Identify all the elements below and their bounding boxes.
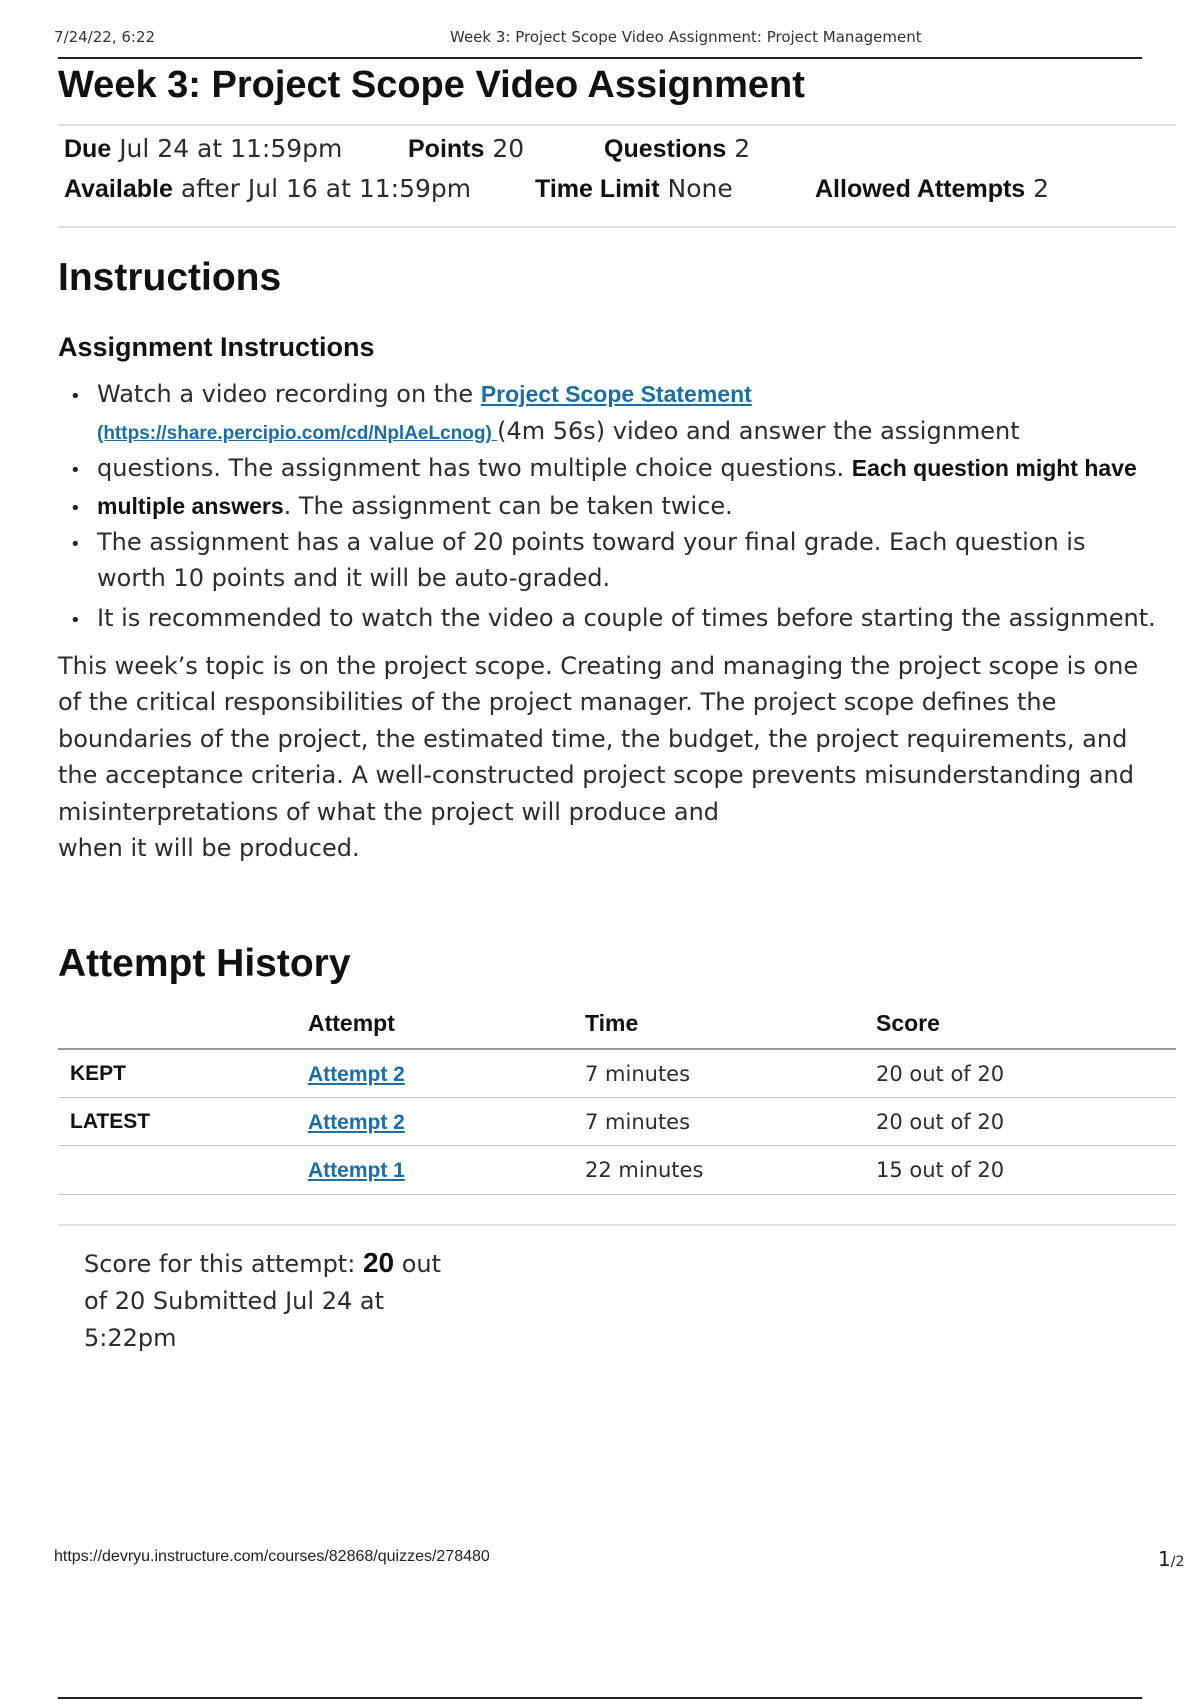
column-header-score: Score bbox=[876, 1010, 940, 1036]
row-label: KEPT bbox=[70, 1062, 127, 1085]
column-header-attempt: Attempt bbox=[308, 1010, 395, 1036]
attempt-time: 7 minutes bbox=[585, 1110, 691, 1134]
due-label: Due bbox=[64, 135, 112, 163]
title-divider bbox=[58, 124, 1176, 126]
time-limit-info bbox=[535, 174, 733, 204]
due-value: Jul 24 at 11:59pm bbox=[119, 134, 343, 163]
instruction-text: questions. The assignment has two multiple choice questions. bbox=[97, 454, 852, 482]
questions-info bbox=[604, 134, 750, 164]
points-label: Points bbox=[408, 135, 485, 163]
score-line-1 bbox=[84, 1244, 441, 1283]
attempt-link[interactable]: Attempt 2 bbox=[308, 1111, 405, 1134]
instruction-emphasis: multiple answers bbox=[97, 493, 284, 519]
paragraph-line: boundaries of the project, the estimated time, the budget, the project requirements, and bbox=[58, 725, 1128, 753]
available-label: Available bbox=[64, 175, 173, 203]
paragraph-line: This week’s topic is on the project scope. Creating and managing the project scope is one bbox=[58, 652, 1139, 680]
attempt-time: 7 minutes bbox=[585, 1062, 691, 1086]
bullet-marker: • bbox=[70, 610, 81, 631]
time-limit-value: None bbox=[667, 174, 733, 203]
instruction-line-5: The assignment has a value of 20 points toward your final grade. Each question is bbox=[97, 528, 1086, 556]
info-divider bbox=[58, 226, 1176, 228]
instruction-emphasis: Each question might have bbox=[851, 455, 1137, 481]
score-divider bbox=[58, 1224, 1176, 1226]
bullet-marker: • bbox=[70, 498, 81, 519]
instruction-line-2 bbox=[97, 417, 1020, 445]
available-value: after Jul 16 at 11:59pm bbox=[180, 174, 472, 203]
paragraph-line: the acceptance criteria. A well-constructed project scope prevents misunderstanding and bbox=[58, 761, 1134, 789]
questions-value: 2 bbox=[734, 134, 751, 163]
print-doc-title: Week 3: Project Scope Video Assignment: Project Management bbox=[450, 28, 922, 46]
questions-label: Questions bbox=[604, 135, 727, 163]
bullet-marker: • bbox=[70, 386, 81, 407]
points-info bbox=[408, 134, 524, 164]
footer-url: https://devryu.instructure.com/courses/82868/quizzes/278480 bbox=[54, 1548, 490, 1565]
paragraph-line: misinterpretations of what the project will produce and bbox=[58, 798, 720, 826]
due-info bbox=[64, 134, 342, 164]
score-prefix: Score for this attempt: bbox=[84, 1250, 363, 1278]
page-current: 1 bbox=[1158, 1547, 1171, 1571]
instruction-text: . The assignment can be taken twice. bbox=[283, 492, 733, 520]
paragraph-line: when it will be produced. bbox=[58, 834, 360, 862]
instruction-line-1 bbox=[97, 380, 752, 408]
attempt-time: 22 minutes bbox=[585, 1158, 704, 1182]
table-row-latest bbox=[58, 1097, 1176, 1146]
paragraph-line: of the critical responsibilities of the project manager. The project scope defines the bbox=[58, 688, 1057, 716]
allowed-attempts-info bbox=[815, 174, 1049, 204]
score-summary bbox=[84, 1244, 441, 1357]
table-row-kept bbox=[58, 1048, 1176, 1098]
assignment-instructions-heading: Assignment Instructions bbox=[58, 332, 375, 362]
instruction-line-4 bbox=[97, 492, 733, 520]
instruction-line-7: It is recommended to watch the video a couple of times before starting the assignment. bbox=[97, 604, 1156, 632]
print-date: 7/24/22, 6:22 bbox=[54, 28, 156, 46]
allowed-attempts-label: Allowed Attempts bbox=[815, 175, 1026, 203]
attempt-link[interactable]: Attempt 2 bbox=[308, 1063, 405, 1086]
page-number bbox=[1158, 1547, 1184, 1571]
bullet-marker: • bbox=[70, 534, 81, 555]
attempt-score: 20 out of 20 bbox=[876, 1062, 1005, 1086]
percipio-video-link[interactable]: (https://share.percipio.com/cd/NplAeLcnog) bbox=[97, 423, 498, 444]
points-value: 20 bbox=[492, 134, 525, 163]
attempt-history-heading: Attempt History bbox=[58, 942, 351, 985]
time-limit-label: Time Limit bbox=[535, 175, 660, 203]
table-row-attempt-1 bbox=[58, 1145, 1176, 1194]
column-header-time: Time bbox=[585, 1010, 639, 1036]
page-total: /2 bbox=[1170, 1554, 1185, 1570]
attempt-score: 20 out of 20 bbox=[876, 1110, 1005, 1134]
score-line-3: 5:22pm bbox=[84, 1324, 177, 1352]
instruction-line-6: worth 10 points and it will be auto-graded. bbox=[97, 564, 611, 592]
score-line-2: of 20 Submitted Jul 24 at bbox=[84, 1287, 384, 1315]
available-info bbox=[64, 174, 471, 204]
instruction-text: Watch a video recording on the bbox=[97, 380, 481, 408]
instruction-text: (4m 56s) video and answer the assignment bbox=[497, 417, 1020, 445]
score-value: 20 bbox=[362, 1247, 395, 1278]
row-label: LATEST bbox=[70, 1110, 151, 1133]
score-suffix: out bbox=[394, 1250, 442, 1278]
allowed-attempts-value: 2 bbox=[1033, 174, 1050, 203]
bottom-divider bbox=[58, 1697, 1142, 1699]
attempt-score: 15 out of 20 bbox=[876, 1158, 1005, 1182]
page-title: Week 3: Project Scope Video Assignment bbox=[58, 64, 805, 106]
bullet-marker: • bbox=[70, 460, 81, 481]
instruction-line-3 bbox=[97, 454, 1137, 482]
table-bottom-border bbox=[58, 1194, 1176, 1195]
instructions-heading: Instructions bbox=[58, 256, 282, 299]
top-divider bbox=[58, 57, 1142, 59]
project-scope-statement-link[interactable]: Project Scope Statement bbox=[480, 381, 752, 407]
attempt-link[interactable]: Attempt 1 bbox=[308, 1159, 405, 1182]
